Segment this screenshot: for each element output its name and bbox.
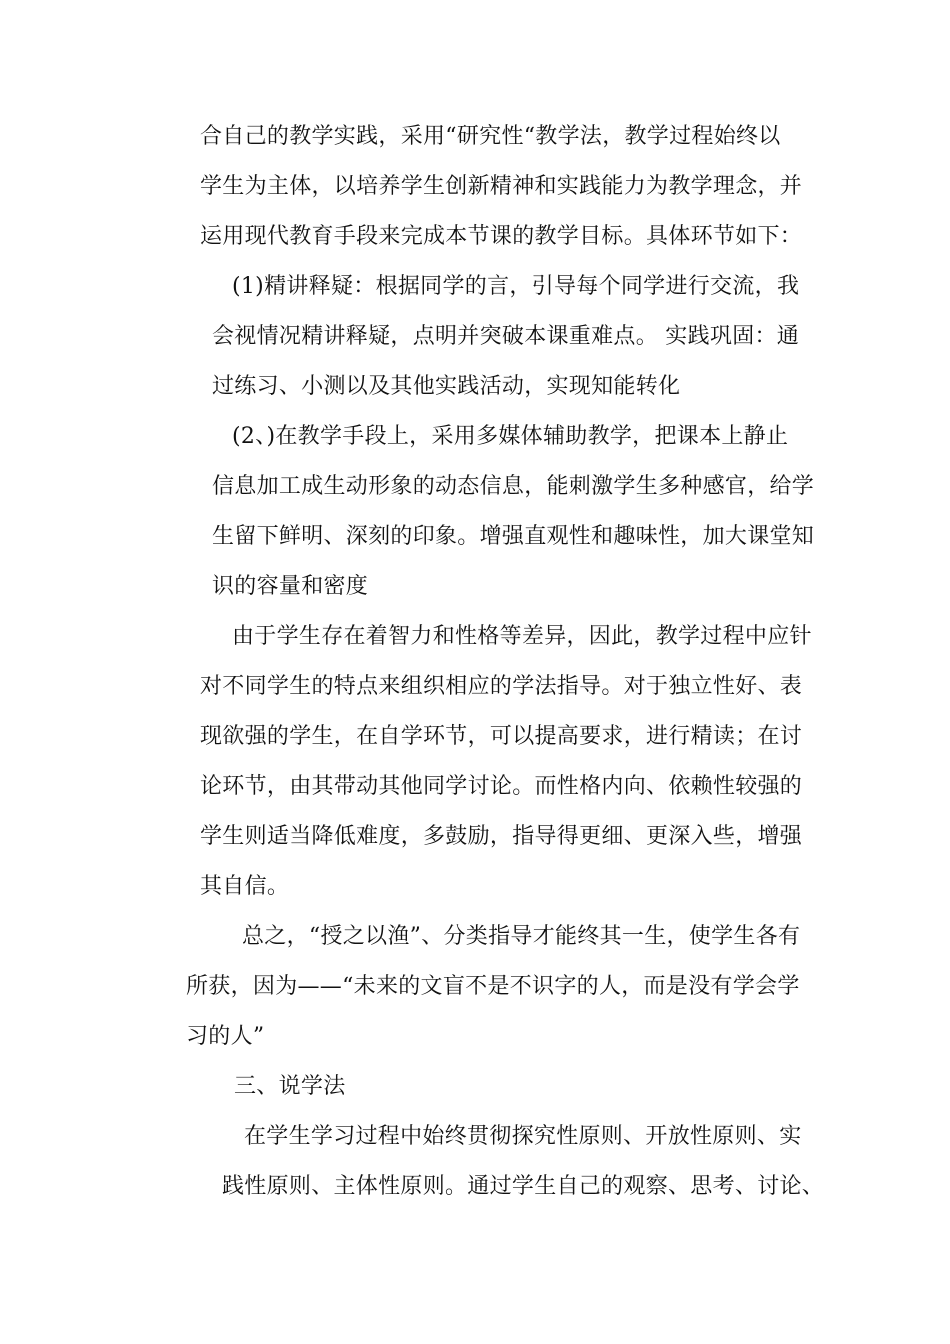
text-line: (2、)在教学手段上，采用多媒体辅助教学，把课本上静止	[232, 424, 789, 449]
text-line: 识的容量和密度	[212, 574, 369, 599]
text-line: 学生则适当降低难度，多鼓励，指导得更细、更深入些，增强	[200, 824, 803, 849]
text-line: 生留下鲜明、深刻的印象。增强直观性和趣味性，加大课堂知	[212, 524, 815, 549]
text-line: 由于学生存在着智力和性格等差异，因此，教学过程中应针	[232, 624, 812, 649]
text-line: (1)精讲释疑：根据同学的言，引导每个同学进行交流，我	[232, 274, 800, 299]
text-line: 在学生学习过程中始终贯彻探究性原则、开放性原则、实	[244, 1124, 802, 1149]
text-line: 现欲强的学生，在自学环节，可以提高要求，进行精读；在讨	[200, 724, 803, 749]
text-line: 对不同学生的特点来组织相应的学法指导。对于独立性好、表	[200, 674, 803, 699]
text-line: 习的人”	[186, 1024, 265, 1049]
text-line: 学生为主体，以培养学生创新精神和实践能力为教学理念，并	[200, 174, 803, 199]
text-line: 过练习、小测以及其他实践活动，实现知能转化	[212, 374, 681, 399]
text-line: 其自信。	[200, 874, 290, 899]
text-line: 总之，“授之以渔”、分类指导才能终其一生，使学生各有	[242, 924, 801, 949]
text-line: 会视情况精讲释疑，点明并突破本课重难点。 实践巩固：通	[212, 324, 800, 349]
text-line: 合自己的教学实践，采用“研究性“教学法，教学过程始终以	[200, 124, 781, 149]
section-heading: 三、说学法	[234, 1074, 346, 1099]
text-line: 论环节，由其带动其他同学讨论。而性格内向、依赖性较强的	[200, 774, 803, 799]
text-line: 运用现代教育手段来完成本节课的教学目标。具体环节如下：	[200, 224, 803, 249]
text-line: 信息加工成生动形象的动态信息，能刺激学生多种感官，给学	[212, 474, 815, 499]
text-line: 践性原则、主体性原则。通过学生自己的观察、思考、讨论、	[222, 1174, 825, 1199]
text-line: 所获，因为——“未来的文盲不是不识字的人，而是没有学会学	[186, 974, 800, 999]
